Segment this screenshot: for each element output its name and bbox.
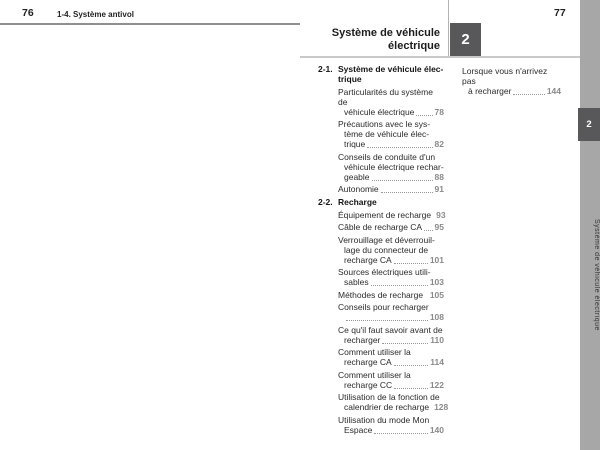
toc-entry-text: recharge CA: [344, 254, 392, 265]
toc-entry: [338, 152, 444, 182]
toc-entry: [338, 119, 444, 149]
toc-column-right: [462, 66, 561, 99]
toc-entry-text-line: Ce qu'il faut savoir avant de: [338, 324, 443, 335]
chapter-side-label: Système de véhicule électrique: [593, 219, 600, 331]
toc-entry-text-line: Utilisation du mode Mon: [338, 414, 430, 425]
toc-entry-text: Autonomie: [338, 184, 379, 194]
toc-dot-leader: [394, 359, 429, 366]
toc-entry-page-number: 95: [434, 222, 444, 232]
toc-entry: [338, 235, 444, 265]
toc-dot-leader: [432, 213, 435, 220]
toc-section: [318, 197, 449, 435]
toc-entry-last-line: [338, 210, 444, 220]
toc-entry-page-number: 128: [434, 402, 449, 412]
right-header-rule: [300, 56, 580, 58]
toc-entry-last-line: [338, 380, 444, 390]
toc-entry: [338, 370, 444, 390]
left-page-number: 76: [22, 7, 34, 19]
toc-entry-text: recharge CC: [344, 379, 393, 390]
toc-entry-list: [318, 209, 449, 435]
toc-entry-page-number: 140: [429, 424, 444, 435]
toc-section-number: 2-2.: [318, 197, 333, 207]
toc-entry-page-number: 110: [430, 334, 444, 345]
toc-dot-leader: [346, 314, 428, 321]
toc-entry-text-line: Comment utiliser la: [338, 347, 411, 357]
toc-column-left: [318, 64, 449, 437]
toc-entry-last-line: [338, 172, 444, 182]
toc-section-number: 2-1.: [318, 64, 333, 74]
toc-entry-text-line: Verrouillage et déverrouil-: [338, 234, 435, 245]
toc-entry-text-line: Précautions avec le sys-: [338, 119, 431, 129]
toc-entry-last-line: [338, 139, 444, 149]
toc-entry-text: Méthodes de recharge: [338, 289, 424, 300]
toc-entry-page-number: 108: [429, 312, 444, 322]
toc-entry-page-number: 88: [434, 171, 444, 182]
toc-entry-list: [318, 87, 444, 195]
toc-dot-leader: [381, 186, 433, 193]
toc-dot-leader: [374, 427, 427, 434]
chapter-number-badge: 2: [450, 23, 481, 56]
toc-entry-page-number: 114: [430, 357, 444, 367]
toc-entry-text-line: Conseils pour recharger: [338, 302, 429, 312]
toc-entry-text-line: tème de véhicule élec-: [344, 129, 430, 139]
toc-entry: [338, 290, 444, 300]
toc-entry-last-line: [338, 277, 444, 287]
toc-entry-text-line: véhicule électrique rechar-: [344, 161, 444, 172]
toc-entry-text: à recharger: [468, 86, 512, 96]
toc-entry-last-line: [338, 222, 444, 232]
toc-entry: [462, 66, 561, 96]
toc-entry-last-line: [338, 312, 444, 322]
toc-entry-page-number: 91: [434, 184, 444, 194]
toc-section-title-line: Recharge: [338, 197, 377, 207]
toc-dot-leader: [371, 279, 428, 286]
toc-dot-leader: [424, 224, 432, 231]
toc-entry: [338, 347, 444, 367]
toc-entry: [338, 87, 444, 117]
toc-dot-leader: [430, 405, 433, 412]
toc-entry-text: véhicule électrique: [344, 106, 415, 117]
toc-entry-last-line: [338, 107, 444, 117]
toc-dot-leader: [424, 293, 429, 300]
toc-entry-text: trique: [344, 139, 366, 149]
toc-entry-text: Câble de recharge CA: [338, 222, 423, 232]
toc-entry-text: Équipement de recharge: [338, 209, 432, 220]
toc-entry: [338, 222, 444, 232]
header-vertical-divider: [448, 0, 449, 57]
toc-dot-leader: [394, 382, 428, 389]
toc-section: [462, 66, 561, 96]
toc-entry-text: recharge CA: [344, 357, 392, 367]
toc-entry-last-line: [338, 290, 444, 300]
toc-entry-text-line: Particularités du système de: [338, 86, 433, 107]
toc-section-heading: [318, 64, 444, 84]
toc-entry-text: sables: [344, 277, 369, 287]
toc-section-heading: [318, 197, 444, 207]
toc-entry-text-line: Conseils de conduite d'un: [338, 151, 436, 162]
toc-entry-last-line: [338, 335, 444, 345]
toc-entry-last-line: [338, 255, 444, 265]
toc-entry-page-number: 101: [429, 254, 444, 265]
toc-entry-text: Espace: [344, 424, 373, 435]
toc-entry: [338, 267, 444, 287]
toc-entry: [338, 325, 444, 345]
toc-entry: [338, 392, 449, 412]
toc-dot-leader: [382, 337, 428, 344]
left-section-label: 1-4. Système antivol: [57, 10, 134, 19]
toc-entry-last-line: [338, 402, 449, 412]
toc-section-title: [338, 197, 377, 207]
toc-entry-last-line: [338, 184, 444, 194]
toc-entry: [338, 302, 444, 322]
toc-entry-page-number: 78: [434, 106, 444, 117]
toc-entry-text: geable: [344, 171, 370, 182]
toc-dot-leader: [394, 257, 428, 264]
toc-entry-page-number: 93: [436, 209, 446, 220]
toc-entry: [338, 184, 444, 194]
toc-entry: [338, 210, 444, 220]
right-page-number: 77: [554, 7, 566, 19]
toc-entry-text-line: Lorsque vous n'arrivez pas: [462, 66, 548, 86]
toc-dot-leader: [513, 88, 544, 95]
left-header-rule: [0, 23, 300, 25]
toc-entry-text-line: Comment utiliser la: [338, 369, 411, 380]
chapter-title: [220, 27, 440, 53]
toc-entry: [338, 415, 444, 435]
toc-entry-list: [462, 66, 561, 96]
toc-entry-page-number: 144: [546, 86, 561, 96]
toc-entry-text: recharger: [344, 334, 381, 345]
toc-entry-text: calendrier de recharge: [344, 402, 430, 412]
toc-entry-text-line: lage du connecteur de: [344, 244, 429, 255]
toc-entry-text-line: Sources électriques utili-: [338, 267, 431, 277]
toc-entry-last-line: [338, 357, 444, 367]
toc-section: [318, 64, 444, 194]
toc-entry-page-number: 103: [429, 277, 444, 287]
toc-entry-page-number: 82: [434, 139, 444, 149]
toc-section-title-line: Système de véhicule élec-: [338, 64, 444, 74]
toc-dot-leader: [416, 109, 432, 116]
toc-entry-page-number: 105: [429, 289, 444, 300]
toc-entry-text-line: Utilisation de la fonction de: [338, 392, 440, 402]
toc-entry-last-line: [338, 425, 444, 435]
toc-dot-leader: [367, 141, 432, 148]
toc-dot-leader: [372, 174, 433, 181]
toc-entry-last-line: [462, 86, 561, 96]
toc-section-title: [338, 64, 443, 84]
toc-section-title-line: trique: [338, 74, 362, 84]
chapter-title-line2: électrique: [388, 40, 440, 52]
chapter-title-line1: Système de véhicule: [331, 27, 440, 39]
toc-entry-page-number: 122: [429, 379, 444, 390]
chapter-side-tab: 2: [578, 108, 600, 141]
